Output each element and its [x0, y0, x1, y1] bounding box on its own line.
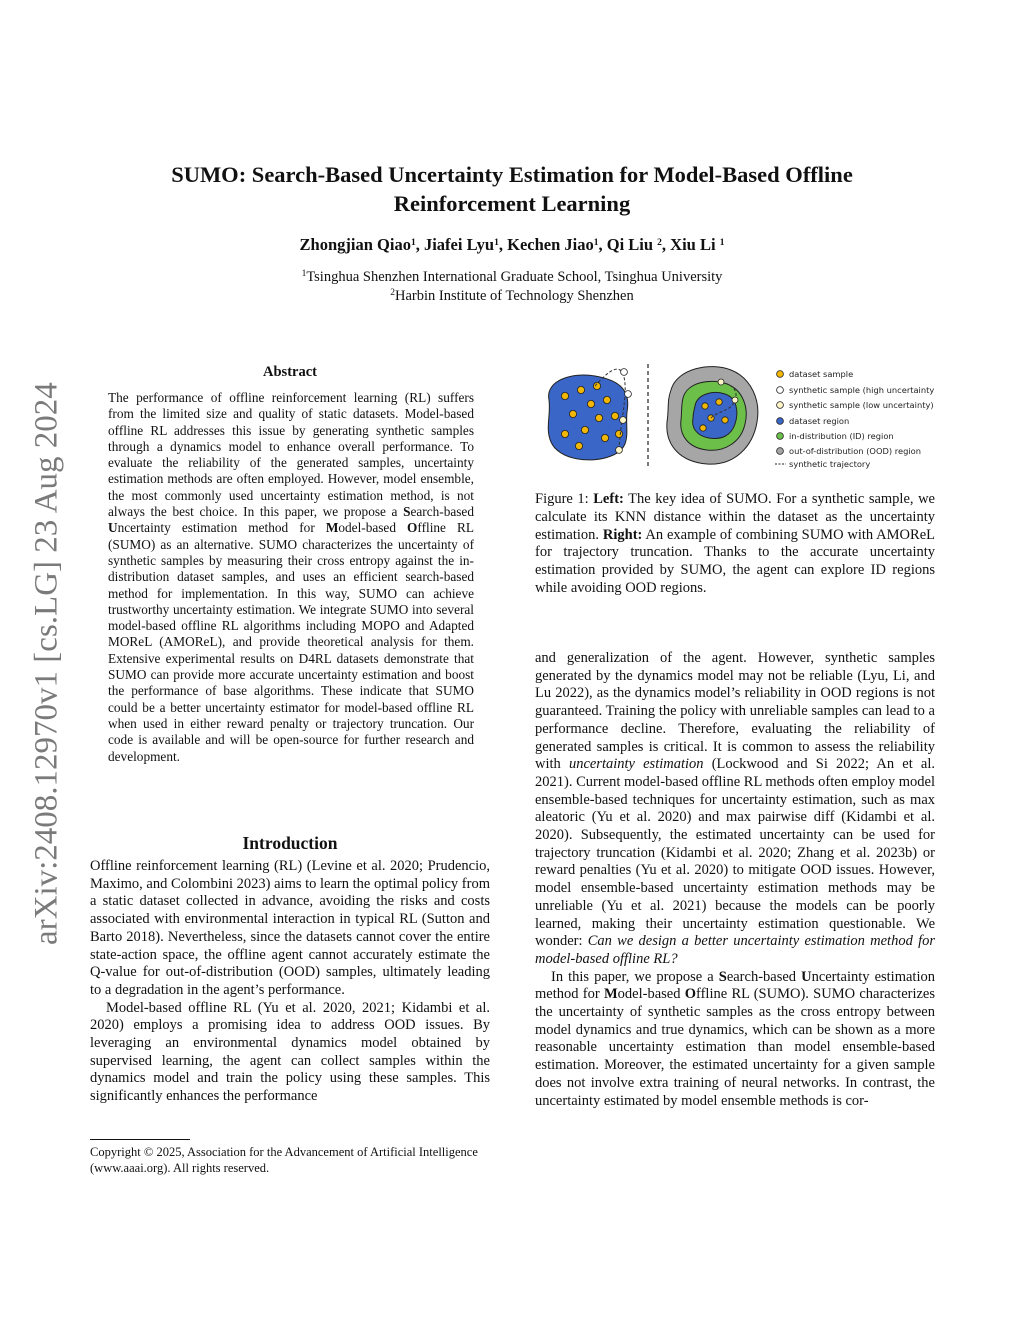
legend-synthetic-low: synthetic sample (low uncertainty) — [789, 400, 934, 410]
figure-1 — [535, 360, 935, 475]
figure-legend — [775, 369, 935, 469]
author: Kechen Jiao$^1$, — [507, 235, 607, 254]
arxiv-stamp: arXiv:2408.12970v1 [cs.LG] 23 Aug 2024 — [28, 382, 65, 945]
figure-1-caption: Figure 1: Left: The key idea of SUMO. For a synthetic sample, we calculate its KNN distance within the dataset as the uncertainty estimation. Right: An example of combining SUMO with AMOReL for trajectory truncation. Thanks to the accurate uncertainty estimation provided by SUMO, the agent can explore ID regions while avoiding OOD regions. — [535, 491, 935, 596]
paragraph: Offline reinforcement learning (RL) (Levine et al. 2020; Prudencio, Maximo, and Colombini 2023) aims to learn the optimal policy from a static dataset collected in advance, avoiding the risks and costs associated with environmental interaction in typical RL (Sutton and Barto 2018). Nevertheless, since the datasets cannot cover the entire state-action space, the offline agent cannot accurately estimate the Q-value for out-of-distribution (OOD) samples, ultimately leading to a degradation in the agent’s performance. — [90, 858, 490, 998]
title-line-1: SUMO: Search-Based Uncertainty Estimation for Model-Based Offline — [171, 162, 853, 187]
author: Xiu Li $^1$ — [670, 235, 725, 254]
legend-dataset-region: dataset region — [789, 416, 850, 426]
legend-ood-region: out-of-distribution (OOD) region — [789, 446, 921, 456]
copyright-notice: Copyright © 2025, Association for the Advancement of Artificial Intelligence (www.aaai.org). All rights reserved. — [90, 1145, 478, 1175]
legend-synthetic-trajectory: synthetic trajectory — [789, 459, 871, 469]
title-line-2: Reinforcement Learning — [393, 191, 631, 216]
paragraph: In this paper, we propose a Search-based Uncertainty estimation method for Model-based Offline RL (SUMO). SUMO characterizes the uncertainty of synthetic samples as the cross entropy between model dynamics and true dynamics, which can be shown as a more reasonable uncertainty estimation than model ensemble-based estimation. Moreover, the estimated uncertainty for a given sample does not involve extra training of neural networks. In contrast, the uncertainty estimated by model ensemble methods is cor- — [535, 968, 936, 1109]
author: Zhongjian Qiao$^1$, — [299, 235, 424, 254]
paragraph: Model-based offline RL (Yu et al. 2020, 2021; Kidambi et al. 2020) employs a promising idea to address OOD issues. By leveraging an environmental dynamics model obtained by supervised learning, the agent can collect samples within the dynamics model and train the policy using these samples. This significantly enhances the performance — [90, 999, 490, 1105]
author: Qi Liu $^2$, — [606, 235, 671, 254]
affiliations — [130, 268, 894, 306]
legend-synthetic-high: synthetic sample (high uncertainty) — [789, 385, 935, 395]
right-column-body — [535, 650, 935, 1110]
abstract-heading: Abstract — [263, 364, 317, 380]
footnote-rule — [90, 1139, 190, 1140]
paragraph: and generalization of the agent. However, synthetic samples generated by the dynamics model may not be reliable (Lyu, Li, and Lu 2022), as the dynamics model’s reliability in OOD regions is not guaranteed. Training the policy with unreliable samples can lead to a performance decline. Therefore, evaluating the reliability of generated samples is critical. It is common to assess the reliability with uncertainty estimation (Lockwood and Si 2022; An et al. 2021). Current model-based offline RL methods often employ model ensemble-based techniques for uncertainty estimation, such as max aleatoric (Yu et al. 2020) and max pairwise diff (Kidambi et al. 2020). Subsequently, the estimated uncertainty can be used for trajectory truncation (Kidambi et al. 2020; Zhang et al. 2023b) or reward penalties (Yu et al. 2020) to mitigate OOD issues. However, model ensemble-based uncertainty estimation methods may be unreliable (Yu et al. 2021) because the models can be poorly learned, making their uncertainty estimation questionable. We wonder: Can we design a better uncertainty estimation method for model-based offline RL? — [535, 650, 936, 967]
affiliation: $^1$Tsinghua Shenzhen International Graduate School, Tsinghua University — [301, 268, 723, 285]
paper-title — [130, 160, 894, 218]
introduction-body — [90, 858, 490, 1106]
figure-1-graphic — [535, 360, 935, 475]
dataset-region-right — [693, 393, 737, 439]
introduction-heading: Introduction — [242, 833, 338, 853]
affiliation: $^2$Harbin Institute of Technology Shenzhen — [390, 287, 634, 304]
author: Jiafei Lyu$^1$, — [423, 235, 508, 254]
legend-id-region: in-distribution (ID) region — [789, 431, 894, 441]
author-list — [130, 235, 894, 255]
legend-dataset-sample: dataset sample — [789, 369, 854, 379]
abstract-body: The performance of offline reinforcement learning (RL) suffers from the limited size and quality of static datasets. Model-based offline RL addresses this issue by generating synthetic samples through a dynamics model to enhance overall performance. To evaluate the reliability of the generated samples, uncertainty estimation methods are often employed. However, model ensemble, the most commonly used uncertainty estimation method, is not always the best choice. In this paper, we propose a Search-based Uncertainty estimation method for Model-based Offline RL (SUMO) as an alternative. SUMO characterizes the uncertainty of synthetic samples by measuring their cross entropy against the in-distribution dataset samples, and uses an efficient search-based method for implementation. In this way, SUMO can achieve trustworthy uncertainty estimation. We integrate SUMO into several model-based offline RL algorithms including MOPO and Adapted MOReL (AMOReL), and provide theoretical analysis for them. Extensive experimental results on D4RL datasets demonstrate that SUMO can provide more accurate uncertainty estimation and boost the performance of base algorithms. These indicate that SUMO could be a better uncertainty estimator for model-based offline RL when used in either reward penalty or trajectory truncation. Our code is available and will be open-source for further research and development. — [108, 390, 475, 764]
